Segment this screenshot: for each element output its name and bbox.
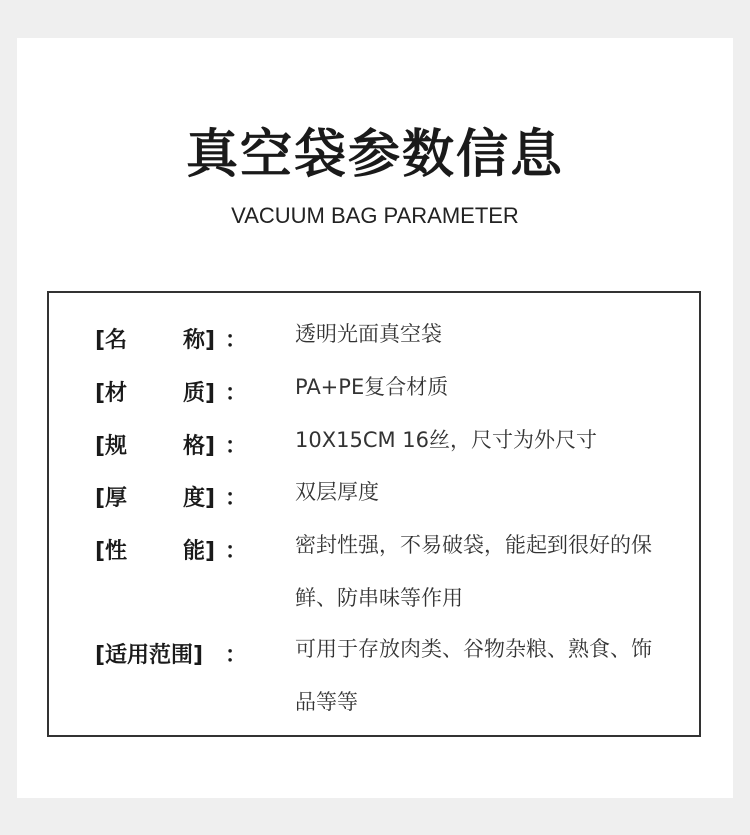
page-title: 真空袋参数信息 — [185, 125, 564, 185]
param-label-right: 能] — [183, 539, 216, 564]
param-label-right: 称] — [183, 328, 216, 353]
param-separator: ： — [225, 328, 248, 353]
param-separator: ： — [225, 434, 248, 459]
param-label-left: [性 — [95, 539, 128, 564]
param-value — [295, 466, 715, 519]
param-value-line: 密封性强，不易破袋，能起到很好的保 — [295, 533, 652, 557]
param-label-left: [名 — [95, 328, 128, 353]
param-separator: ： — [225, 539, 248, 564]
param-separator: ： — [225, 486, 248, 511]
param-label-left: [规 — [95, 434, 128, 459]
param-value — [295, 361, 715, 414]
param-value-line: 10X15CM 16丝，尺寸为外尺寸 — [295, 428, 598, 452]
param-value — [295, 414, 715, 467]
param-separator: ： — [225, 643, 248, 668]
param-label-full: [适用范围] — [95, 643, 204, 668]
param-label-left: [厚 — [95, 486, 128, 511]
param-label-right: 格] — [183, 434, 216, 459]
parameter-box — [47, 291, 701, 737]
param-separator: ： — [225, 381, 248, 406]
param-value-line: 品等等 — [295, 690, 358, 714]
page-subtitle: VACUUM BAG PARAMETER — [231, 203, 519, 228]
param-label-left: [材 — [95, 381, 128, 406]
param-value-line: 鲜、防串味等作用 — [295, 586, 463, 610]
param-value-line: 双层厚度 — [295, 480, 379, 504]
param-value-line: PA+PE复合材质 — [295, 375, 449, 399]
param-value — [295, 519, 715, 625]
param-value — [295, 623, 715, 729]
param-value-line: 透明光面真空袋 — [295, 322, 442, 346]
param-value — [295, 308, 715, 361]
param-value-line: 可用于存放肉类、谷物杂粮、熟食、饰 — [295, 637, 652, 661]
param-label-right: 质] — [183, 381, 216, 406]
param-label-right: 度] — [183, 486, 216, 511]
